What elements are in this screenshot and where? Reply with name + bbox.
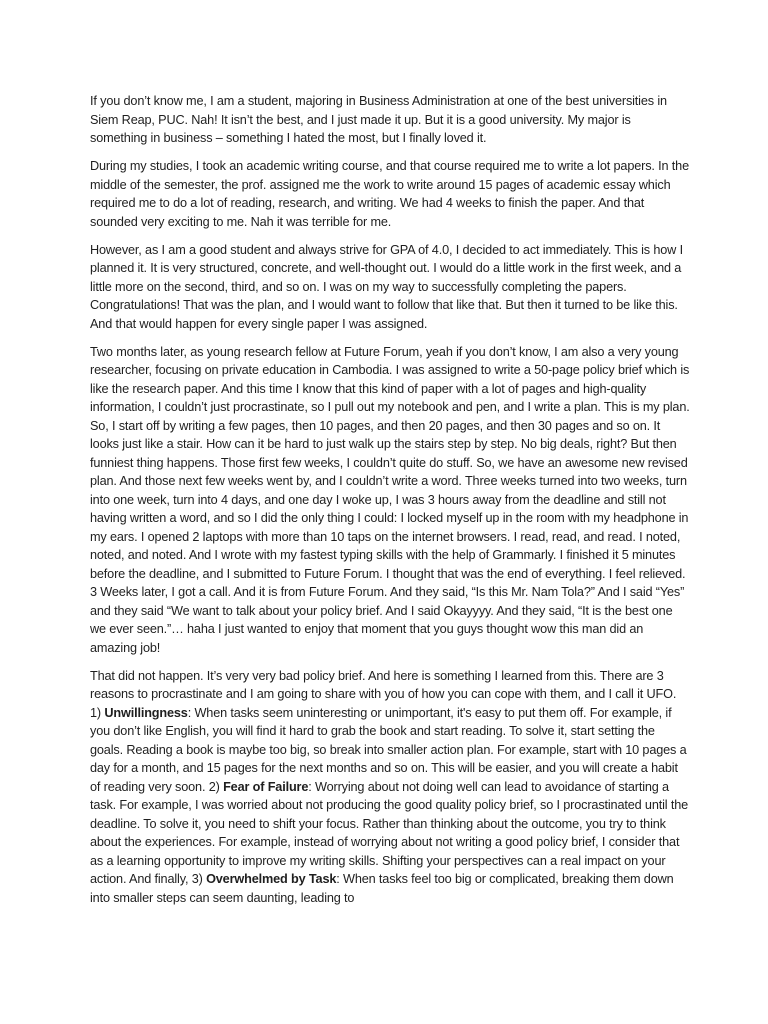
ufo-intro-text: That did not happen. It’s very very bad policy brief. And here is something I learned from this. There are 3 reasons to procrastinate and I am going to share with you of how you can cope with them, and I call it UFO. 1) — [90, 668, 677, 720]
paragraph-academic-writing: During my studies, I took an academic writing course, and that course required me to write a lot papers. In the middle of the semester, the prof. assigned me the work to write around 15 pages of academic essay which required me to do a lot of reading, research, and writing. We had 4 weeks to finish the paper. And that sounded very exciting to me. Nah it was terrible for me. — [90, 159, 689, 229]
overwhelmed-text: : When tasks feel too big or complicated, breaking them down into smaller steps can seem daunting, leading to — [90, 872, 674, 905]
term-overwhelmed-by-task: Overwhelmed by Task — [206, 872, 337, 886]
term-fear-of-failure: Fear of Failure — [223, 779, 309, 794]
fear-of-failure-text: : Worrying about not doing well can lead to avoidance of starting a task. For example, I was worried about not producing the good quality policy brief, so I procrastinated until the deadline. To solve it, you need to shift your focus. Rather than thinking about the outcome, you try to think about the experiences. For example, instead of worrying about not writing a good policy brief, I consider that as a learning opportunity to improve my writing skills. Shifting your perspectives can a real impact on your action. And finally, 3) — [90, 779, 689, 886]
paragraph-plan: However, as I am a good student and always strive for GPA of 4.0, I decided to act immediately. This is how I planned it. It is very structured, concrete, and well-thought out. I would do a little work in the first week, and a little more on the second, third, and so on. I was on my way to successfully completing the papers. Congratulations! That was the plan, and I would want to follow that like that. But then it turned to be like this. And that would happen for every single paper I was assigned. — [90, 242, 683, 331]
document-page — [90, 92, 690, 917]
unwillingness-text: : When tasks seem uninteresting or unimportant, it's easy to put them off. For example, if you don’t like English, you will find it hard to grab the book and start reading. To solve it, start setting the goals. Reading a book is maybe too big, so break into smaller action plan. For example, start with 10 pages a day for a month, and 15 pages for the next months and so on. This will be easier, and you will create a habit of reading very soon. 2) — [90, 705, 687, 794]
paragraph-ufo — [90, 667, 690, 908]
paragraph-policy-brief: Two months later, as young research fellow at Future Forum, yeah if you don’t know, I am also a very young researcher, focusing on private education in Cambodia. I was assigned to write a 50-page policy brief which is like the research paper. And this time I know that this kind of paper with a lot of pages and high-quality information, I couldn’t just procrastinate, so I pull out my notebook and pen, and I write a plan. This is my plan. So, I start off by writing a few pages, then 10 pages, and then 20 pages, and then 30 pages and so on. It looks just like a stair. How can it be hard to just walk up the stairs step by step. No big deals, right? But then funniest thing happens. Those first few weeks, I couldn’t quite do stuff. So, we have an awesome new revised plan. And those next few weeks went by, and I couldn’t write a word. Three weeks turned into two weeks, turn into one week, turn into 4 days, and one day I woke up, I was 3 hours away from the deadline and still not having written a word, and so I did the only thing I could: I locked myself up in the room with my headphone in my ears. I opened 2 laptops with more than 10 taps on the internet browsers. I read, read, and read. I noted, noted, and noted. And I wrote with my fastest typing skills with the help of Grammarly. I finished it 5 minutes before the deadline, and I submitted to Future Forum. I thought that was the end of everything. I feel relieved. 3 Weeks later, I got a call. And it is from Future Forum. And they said, “Is this Mr. Nam Tola?” And I said “Yes” and they said “We want to talk about your policy brief. And I said Okayyyy. And they said, “It is the best one we ever seen.”… haha I just wanted to enjoy that moment that you guys thought wow this man did an amazing job! — [90, 344, 690, 655]
term-unwillingness: Unwillingness — [104, 705, 188, 720]
paragraph-intro: If you don’t know me, I am a student, majoring in Business Administration at one of the best universities in Siem Reap, PUC. Nah! It isn’t the best, and I just made it up. But it is a good university. My major is something in business – something I hated the most, but I finally loved it. — [90, 94, 667, 145]
